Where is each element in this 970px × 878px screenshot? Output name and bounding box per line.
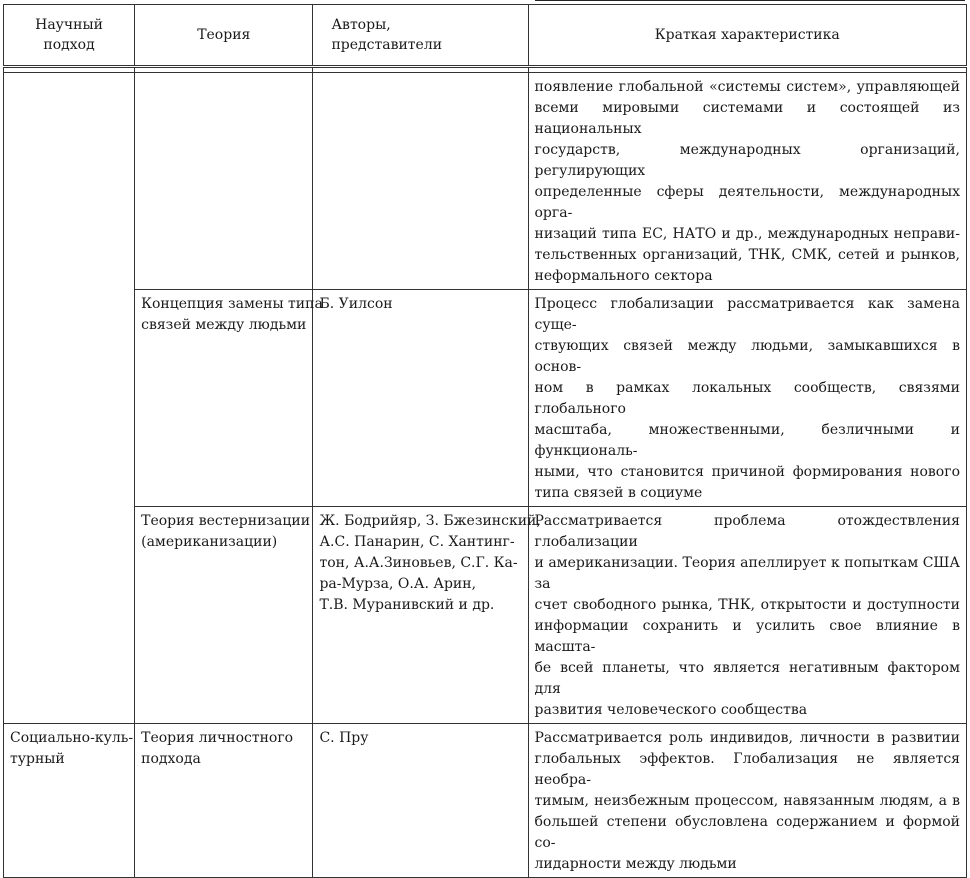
cell-theory-line: Концепция замены типа — [141, 296, 323, 312]
cell-summary-line: масштаба, множественными, безличными и функциональ- — [534, 422, 960, 459]
theories-table — [3, 4, 967, 878]
table-row — [4, 73, 967, 290]
header-authors: Авторы, представители — [313, 5, 528, 67]
cell-theory — [135, 290, 323, 507]
cell-approach — [4, 724, 135, 878]
cell-authors-line: С. Пру — [319, 730, 369, 746]
cell-summary — [528, 507, 967, 724]
cell-summary-line: бе всей планеты, что является негативным фактором для — [534, 660, 960, 697]
cell-summary-line: информации сохранить и усилить свое влияние в масшта- — [534, 618, 960, 655]
cell-authors — [313, 724, 528, 878]
cell-approach-line: Социально-куль- — [10, 730, 134, 746]
cell-summary-line: счет свободного рынка, ТНК, открытости и доступности — [534, 597, 960, 613]
cell-summary-line: Процесс глобализации рассматривается как замена суще- — [534, 296, 960, 333]
cell-summary-line: появление глобальной «системы систем», управляющей — [534, 79, 960, 95]
cell-authors — [313, 73, 528, 290]
cell-summary-line: тельственных организаций, ТНК, СМК, сетей и рынков, — [534, 247, 960, 263]
cell-summary-line: Рассматривается проблема отождествления глобализации — [534, 513, 960, 550]
table-row — [4, 507, 967, 724]
cell-summary-line: ном в рамках локальных сообществ, связями глобального — [534, 380, 960, 417]
table-row — [4, 290, 967, 507]
cell-theory-line: связей между людьми — [141, 317, 307, 333]
cell-summary — [528, 724, 967, 878]
cell-summary-line: и американизации. Теория апеллирует к попыткам США за — [534, 555, 960, 592]
cell-authors — [313, 507, 541, 724]
cell-theory-line: Теория вестернизации — [141, 513, 311, 529]
cell-authors-line: Т.В. Муранивский и др. — [319, 597, 495, 613]
cell-summary-line: глобальных эффектов. Глобализация не является необра- — [534, 751, 960, 788]
cell-theory — [135, 73, 313, 290]
cell-summary — [528, 290, 967, 507]
cell-approach-line: турный — [10, 751, 65, 767]
cell-summary-line: развития человеческого сообщества — [534, 702, 808, 718]
cell-summary-line: ствующих связей между людьми, замыкавшихся в основ- — [534, 338, 960, 375]
cell-summary-line: определенные сферы деятельности, международных орга- — [534, 184, 960, 221]
cell-summary — [528, 73, 967, 290]
cell-summary-line: всеми мировыми системами и состоящей из национальных — [534, 100, 960, 137]
cell-summary-line: лидарности между людьми — [534, 856, 737, 872]
cell-authors-line: ра-Мурза, О.А. Арин, — [319, 576, 477, 592]
cell-summary-line: неформального сектора — [534, 268, 713, 284]
table-body — [4, 67, 967, 878]
cell-summary-line: низаций типа ЕС, НАТО и др., международных неправи- — [534, 226, 960, 242]
cell-authors-line: Б. Уилсон — [319, 296, 393, 312]
cell-theory-line: (американизации) — [141, 534, 278, 550]
cell-theory — [135, 724, 313, 878]
header-theory: Теория — [135, 5, 313, 67]
cell-summary-line: государств, международных организаций, регулирующих — [534, 142, 960, 179]
cell-authors-line: А.С. Панарин, С. Хантинг- — [319, 534, 515, 550]
cell-theory-line: Теория личностного — [141, 730, 294, 746]
cell-summary-line: большей степени обусловлена содержанием и формой со- — [534, 814, 960, 851]
cell-authors-line: тон, А.А.Зиновьев, С.Г. Ка- — [319, 555, 518, 571]
header-summary: Краткая характеристика — [528, 5, 967, 67]
cell-summary-line: ными, что становится причиной формирования нового — [534, 464, 960, 480]
cell-summary-line: тимым, неизбежным процессом, навязанным людям, а в — [534, 793, 960, 809]
cell-summary-line: Рассматривается роль индивидов, личности в развитии — [534, 730, 960, 746]
cell-approach — [4, 73, 135, 724]
table-row — [4, 724, 967, 878]
cell-theory-line: подхода — [141, 751, 201, 767]
cell-theory — [135, 507, 313, 724]
header-approach: Научный подход — [4, 5, 135, 67]
table-header — [4, 5, 967, 67]
cell-summary-line: типа связей в социуме — [534, 485, 703, 501]
cell-authors-line: Ж. Бодрийяр, З. Бжезинский, — [319, 513, 541, 529]
cell-authors — [313, 290, 528, 507]
